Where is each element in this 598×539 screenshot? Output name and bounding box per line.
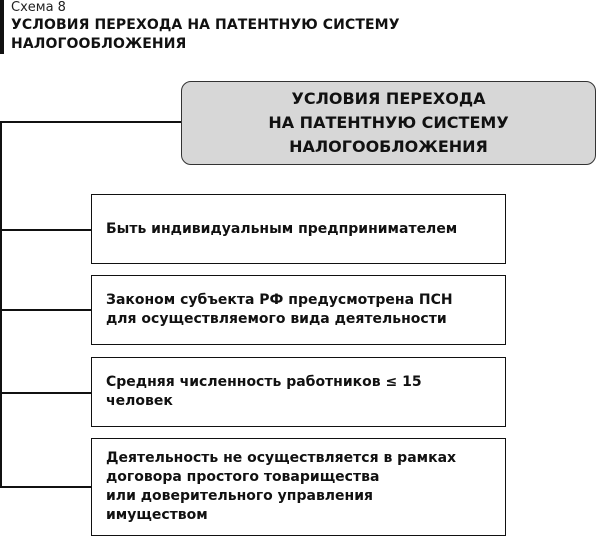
connector-trunk: [0, 121, 2, 487]
scheme-title: УСЛОВИЯ ПЕРЕХОДА НА ПАТЕНТНУЮ СИСТЕМУ НАЛОГООБЛОЖЕНИЯ: [11, 17, 400, 52]
condition-box-1: [91, 194, 506, 264]
condition-text-3: Средняя численность работников ≤ 15 человек: [106, 374, 422, 409]
scheme-header: [0, 0, 400, 54]
connector-branch-2: [0, 309, 91, 311]
scheme-number-label: Схема 8: [11, 0, 66, 15]
diagram-title-box: [181, 81, 596, 165]
connector-branch-1: [0, 229, 91, 231]
condition-box-3: [91, 357, 506, 427]
condition-box-4: [91, 438, 506, 536]
condition-text-2: Законом субъекта РФ предусмотрена ПСН для осуществляемого вида деятельности: [106, 292, 453, 327]
connector-branch-3: [0, 392, 91, 394]
connector-branch-4: [0, 486, 91, 488]
diagram-title-text: УСЛОВИЯ ПЕРЕХОДА НА ПАТЕНТНУЮ СИСТЕМУ НАЛОГООБЛОЖЕНИЯ: [268, 89, 509, 156]
condition-text-4: Деятельность не осуществляется в рамках договора простого товарищества или доверительного управления имуществом: [106, 450, 457, 523]
connector-top: [0, 121, 181, 123]
condition-text-1: Быть индивидуальным предпринимателем: [106, 220, 458, 237]
condition-box-2: [91, 275, 506, 345]
